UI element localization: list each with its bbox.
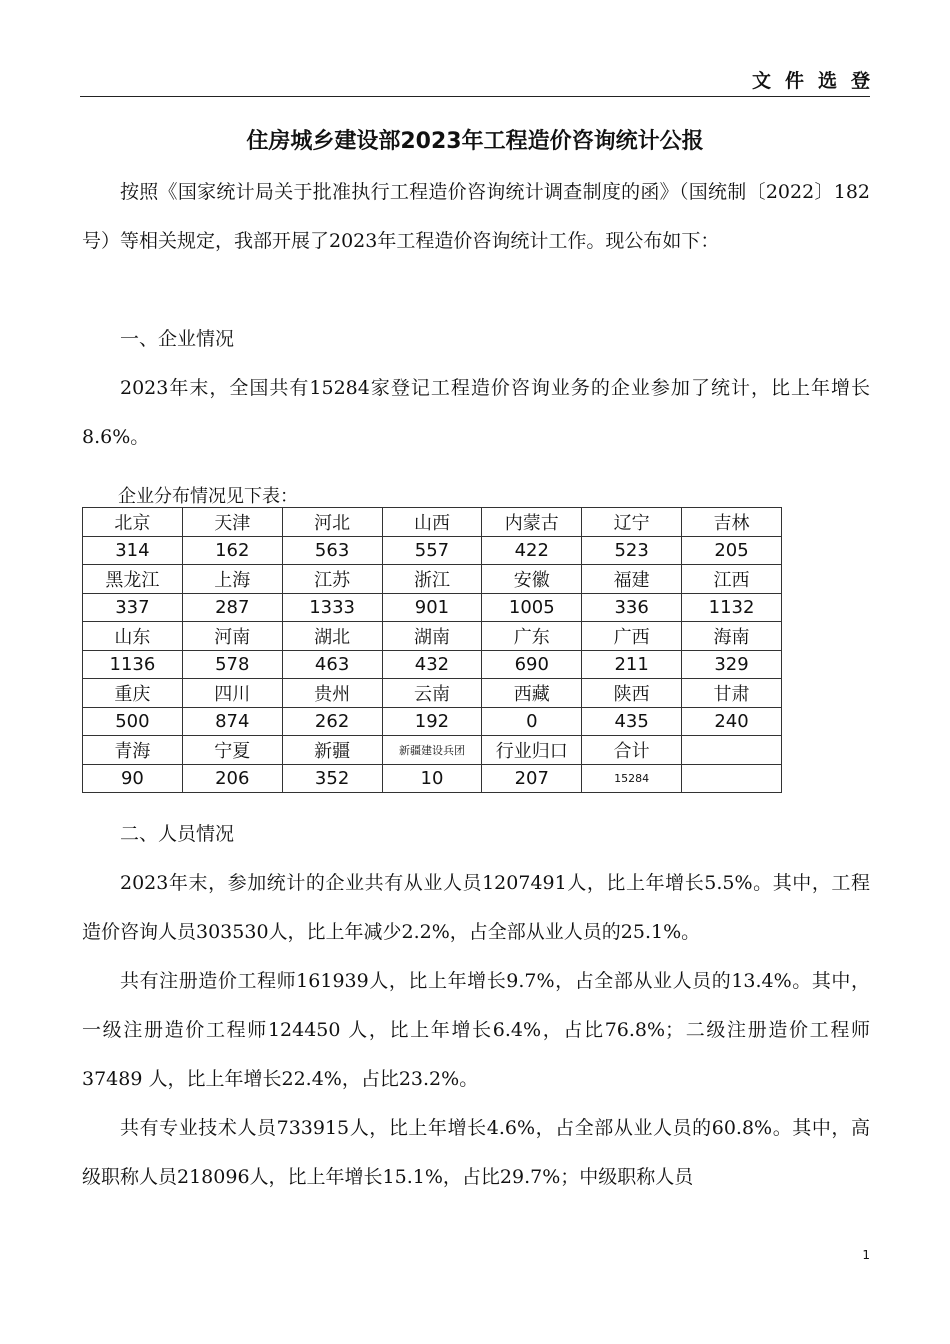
enterprise-distribution-table [82, 507, 782, 793]
region-count-row [83, 764, 782, 793]
table-cell: 337 [83, 593, 183, 622]
table-cell: 河南 [182, 622, 282, 651]
table-cell: 1333 [282, 593, 382, 622]
table-cell: 874 [182, 707, 282, 736]
table-cell: 336 [582, 593, 682, 622]
table-cell: 578 [182, 650, 282, 679]
table-cell: 广东 [482, 622, 582, 651]
table-cell: 天津 [182, 508, 282, 537]
table-cell: 湖北 [282, 622, 382, 651]
personnel-paragraph: 2023年末，参加统计的企业共有从业人员1207491人，比上年增长5.5%。其中，工程造价咨询人员303530人，比上年减少2.2%，占全部从业人员的25.1%。 [82, 872, 870, 943]
table-cell: 青海 [83, 736, 183, 765]
table-cell [682, 736, 782, 765]
table-cell: 352 [282, 764, 382, 793]
region-name-row [83, 679, 782, 708]
table-cell: 162 [182, 536, 282, 565]
table-cell: 206 [182, 764, 282, 793]
table-cell: 90 [83, 764, 183, 793]
table-cell: 523 [582, 536, 682, 565]
region-count-row [83, 707, 782, 736]
table-cell: 黑龙江 [83, 565, 183, 594]
table-cell: 广西 [582, 622, 682, 651]
table-cell: 262 [282, 707, 382, 736]
table-cell: 内蒙古 [482, 508, 582, 537]
table-cell [682, 764, 782, 793]
table-cell: 四川 [182, 679, 282, 708]
table-cell: 浙江 [382, 565, 482, 594]
table-cell: 山东 [83, 622, 183, 651]
table-cell: 557 [382, 536, 482, 565]
table-cell: 河北 [282, 508, 382, 537]
table-cell: 吉林 [682, 508, 782, 537]
table-cell: 192 [382, 707, 482, 736]
table-cell: 15284 [582, 764, 682, 793]
table-cell: 合计 [582, 736, 682, 765]
table-cell: 500 [83, 707, 183, 736]
table-cell: 宁夏 [182, 736, 282, 765]
table-cell: 西藏 [482, 679, 582, 708]
intro-block [82, 168, 870, 266]
table-caption: 企业分布情况见下表： [118, 486, 298, 507]
table-cell: 湖南 [382, 622, 482, 651]
section-header-label: 文件选登 [751, 70, 884, 92]
table-cell: 314 [83, 536, 183, 565]
region-count-row [83, 650, 782, 679]
table-cell: 435 [582, 707, 682, 736]
table-cell: 甘肃 [682, 679, 782, 708]
table-cell: 行业归口 [482, 736, 582, 765]
table-cell: 安徽 [482, 565, 582, 594]
personnel-paragraph: 共有专业技术人员733915人，比上年增长4.6%，占全部从业人员的60.8%。其中，高级职称人员218096人，比上年增长15.1%，占比29.7%；中级职称人员 [82, 1117, 870, 1188]
table-cell: 211 [582, 650, 682, 679]
intro-paragraph: 按照《国家统计局关于批准执行工程造价咨询统计调查制度的函》（国统制〔2022〕182号）等相关规定，我部开展了2023年工程造价咨询统计工作。现公布如下： [82, 181, 870, 252]
table-cell: 205 [682, 536, 782, 565]
section-enterprise [82, 315, 870, 462]
enterprise-paragraph: 2023年末，全国共有15284家登记工程造价咨询业务的企业参加了统计，比上年增长8.6%。 [82, 377, 870, 448]
table-cell: 240 [682, 707, 782, 736]
table-cell: 901 [382, 593, 482, 622]
region-name-row [83, 622, 782, 651]
section-heading: 一、企业情况 [120, 328, 235, 350]
table-cell: 陕西 [582, 679, 682, 708]
table-cell: 10 [382, 764, 482, 793]
header-divider [80, 96, 870, 97]
table-cell: 432 [382, 650, 482, 679]
table-cell: 重庆 [83, 679, 183, 708]
table-cell: 上海 [182, 565, 282, 594]
section-heading: 二、人员情况 [120, 823, 235, 845]
table-cell: 辽宁 [582, 508, 682, 537]
table-cell: 422 [482, 536, 582, 565]
table-cell: 贵州 [282, 679, 382, 708]
table-cell: 海南 [682, 622, 782, 651]
table-cell: 0 [482, 707, 582, 736]
section-personnel [82, 810, 870, 1202]
region-name-row [83, 736, 782, 765]
table-cell: 北京 [83, 508, 183, 537]
table-cell: 山西 [382, 508, 482, 537]
table-cell: 江西 [682, 565, 782, 594]
table-cell: 563 [282, 536, 382, 565]
personnel-paragraph: 共有注册造价工程师161939人，比上年增长9.7%，占全部从业人员的13.4%。其中，一级注册造价工程师124450 人，比上年增长6.4%，占比76.8%；二级注册造价工程师37489 人，比上年增长22.4%，占比23.2%。 [82, 970, 870, 1090]
table-cell: 1132 [682, 593, 782, 622]
table-cell: 云南 [382, 679, 482, 708]
table-cell: 福建 [582, 565, 682, 594]
table-cell: 287 [182, 593, 282, 622]
table-cell: 1136 [83, 650, 183, 679]
page-number: 1 [862, 1248, 870, 1262]
table-cell: 329 [682, 650, 782, 679]
table-cell: 1005 [482, 593, 582, 622]
region-name-row [83, 565, 782, 594]
region-count-row [83, 593, 782, 622]
table-cell: 新疆 [282, 736, 382, 765]
table-cell: 463 [282, 650, 382, 679]
table-cell: 新疆建设兵团 [382, 736, 482, 765]
table-cell: 207 [482, 764, 582, 793]
table-cell: 江苏 [282, 565, 382, 594]
table-cell: 690 [482, 650, 582, 679]
region-name-row [83, 508, 782, 537]
document-title: 住房城乡建设部2023年工程造价咨询统计公报 [246, 129, 704, 154]
region-count-row [83, 536, 782, 565]
